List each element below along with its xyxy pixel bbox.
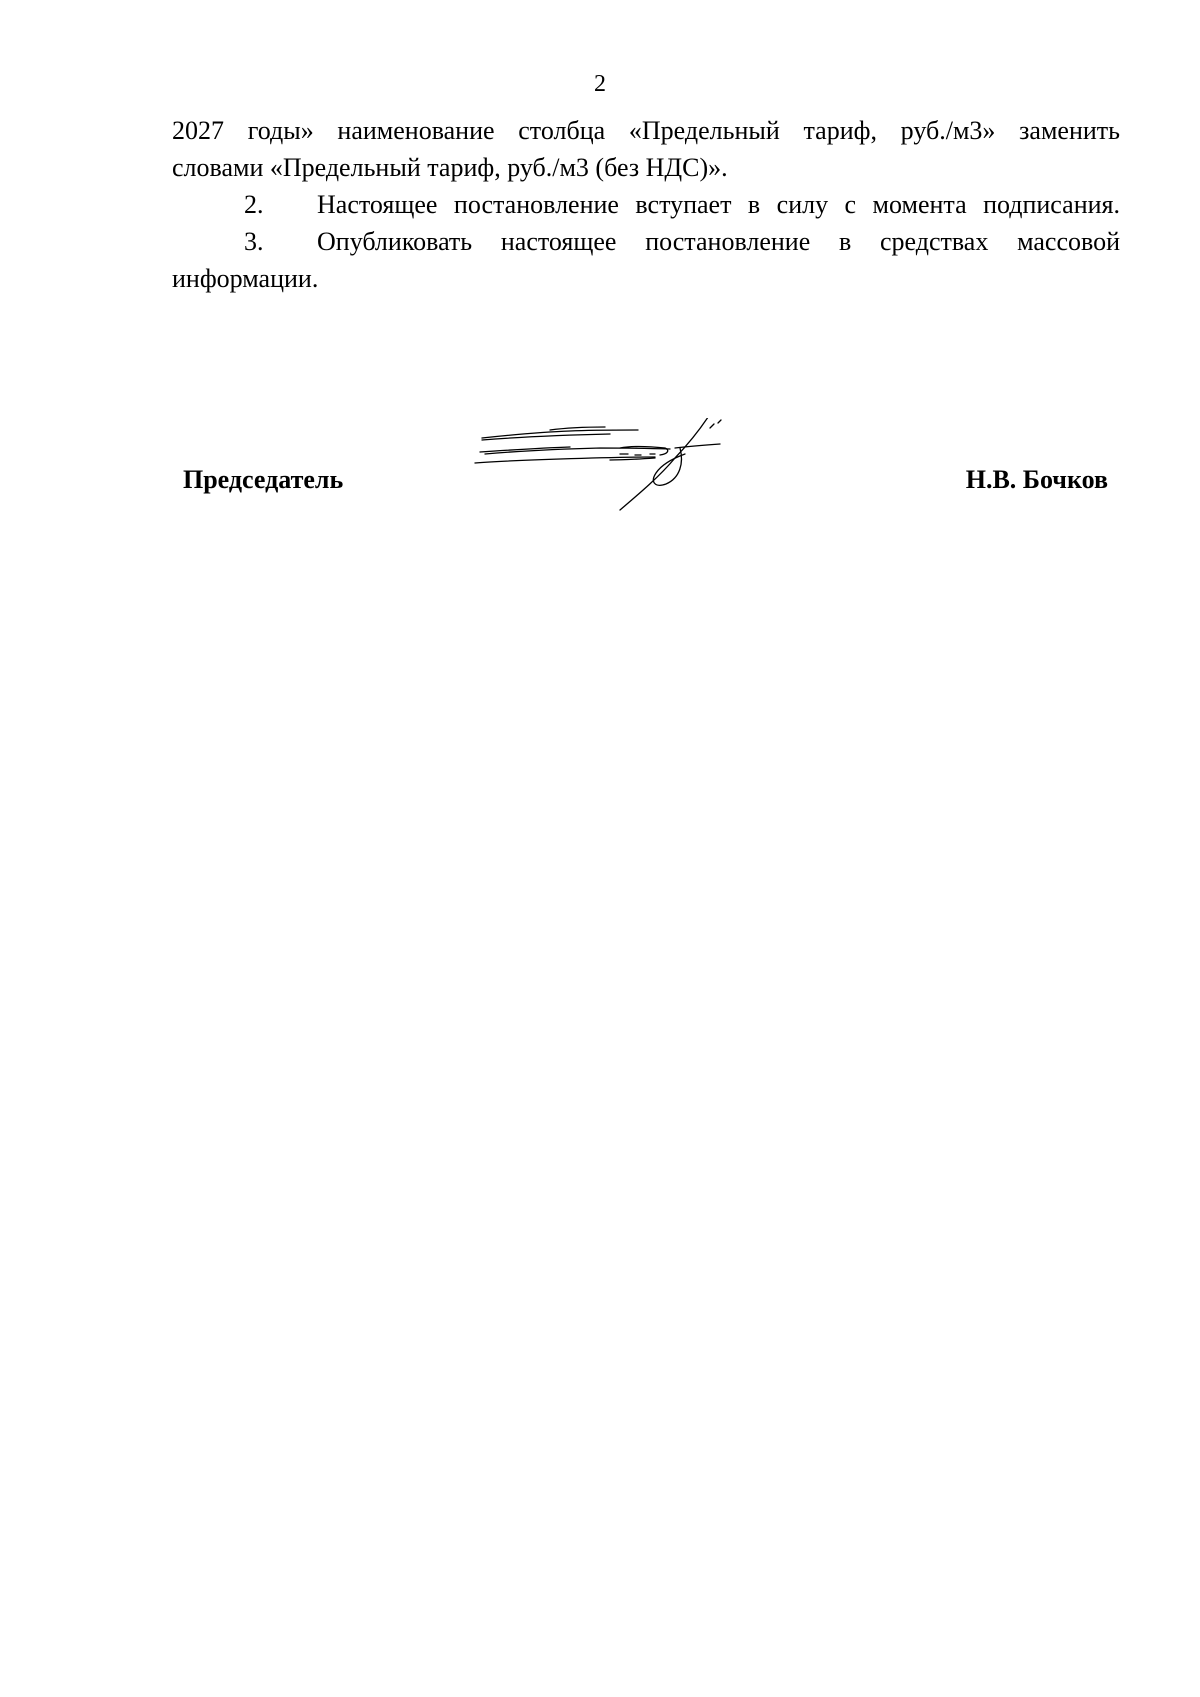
list-item-2-number: 2. — [244, 190, 264, 219]
paragraph-1-line-1: 2027 годы» наименование столбца «Предельный тариф, руб./м3» заменить — [172, 116, 1120, 145]
list-item-2 — [172, 186, 1120, 223]
signatory-name: Н.В. Бочков — [965, 465, 1108, 494]
list-item-3-number: 3. — [244, 227, 264, 256]
page-number: 2 — [594, 71, 606, 97]
list-item-3-text-line-2: информации. — [172, 264, 319, 293]
list-item-2-text: Настоящее постановление вступает в силу с момента подписания. — [317, 190, 1120, 219]
signatory-title: Председатель — [183, 465, 344, 494]
signature-block — [0, 462, 1200, 502]
paragraph-1-line-2: словами «Предельный тариф, руб./м3 (без НДС)». — [172, 153, 728, 182]
document-body — [172, 112, 1120, 297]
list-item-3-text-line-1: Опубликовать настоящее постановление в средствах массовой — [317, 227, 1120, 256]
list-item-3 — [172, 223, 1120, 260]
